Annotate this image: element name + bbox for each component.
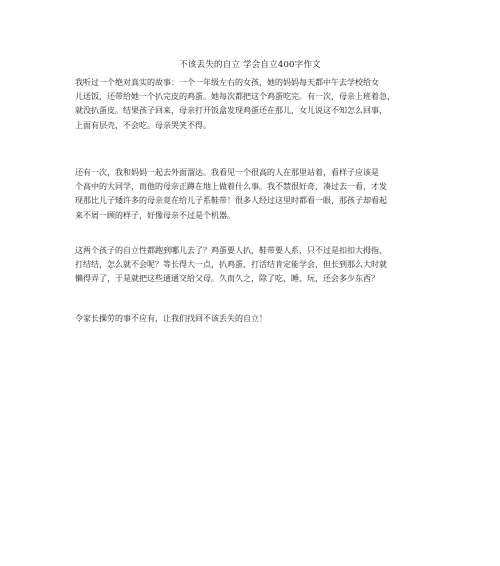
paragraph-line: 打结结，怎么就不会呢？等长得大一点，扒鸡蛋、打活结肯定能学会，但长到那么大时就 xyxy=(75,260,387,270)
paragraph-line: 懒得弄了，于是就把这些通通交给父母。久而久之，除了吃、睡、玩，还会多少东西？ xyxy=(75,274,379,284)
paragraph-line: 现那比儿子矮许多的母亲竟在给儿子系鞋带！很多人经过这里时都看一眼，那孩子却看起 xyxy=(75,196,387,206)
paragraph-3 xyxy=(75,244,425,287)
paragraph-line: 个高中的大同学，而他的母亲正蹲在地上做着什么事。我不禁很好奇，凑过去一看，才发 xyxy=(75,182,387,192)
paragraph-line: 来不屑一顾的样子，好像母亲不过是个机器。 xyxy=(75,210,235,220)
paragraph-line: 这两个孩子的自立性都跑到哪儿去了？鸡蛋要人扒，鞋带要人系，只不过是扣扣大拇指、 xyxy=(75,246,387,255)
document-title: 不该丢失的自立 学会自立400字作文 xyxy=(179,60,321,70)
paragraph-line: 还有一次，我和妈妈一起去外面溜达。我看见一个很高的人在那里站着，看样子应该是 xyxy=(75,168,379,177)
paragraph-line: 就没扒蛋皮。结果孩子回来，母亲打开饭盒发现鸡蛋还在那儿，女儿说这不知怎么回事， xyxy=(75,106,387,116)
paragraph-4 xyxy=(75,312,425,326)
paragraph-line: 上面有层壳，不会吃。母亲哭笑不得。 xyxy=(75,120,211,130)
paragraph-line: 我听过一个绝对真实的故事：一个一年级左右的女孩，她的妈妈每天都中午去学校给女 xyxy=(75,78,379,87)
paragraph-1 xyxy=(75,76,425,133)
paragraph-line: 令家长操劳的事不应有，让我们找回不该丢失的自立！ xyxy=(75,314,267,323)
paragraph-line: 儿送饭，还带给她一个扒完皮的鸡蛋。她每次都把这个鸡蛋吃完。有一次，母亲上班着急， xyxy=(75,92,395,102)
paragraph-2 xyxy=(75,166,425,223)
